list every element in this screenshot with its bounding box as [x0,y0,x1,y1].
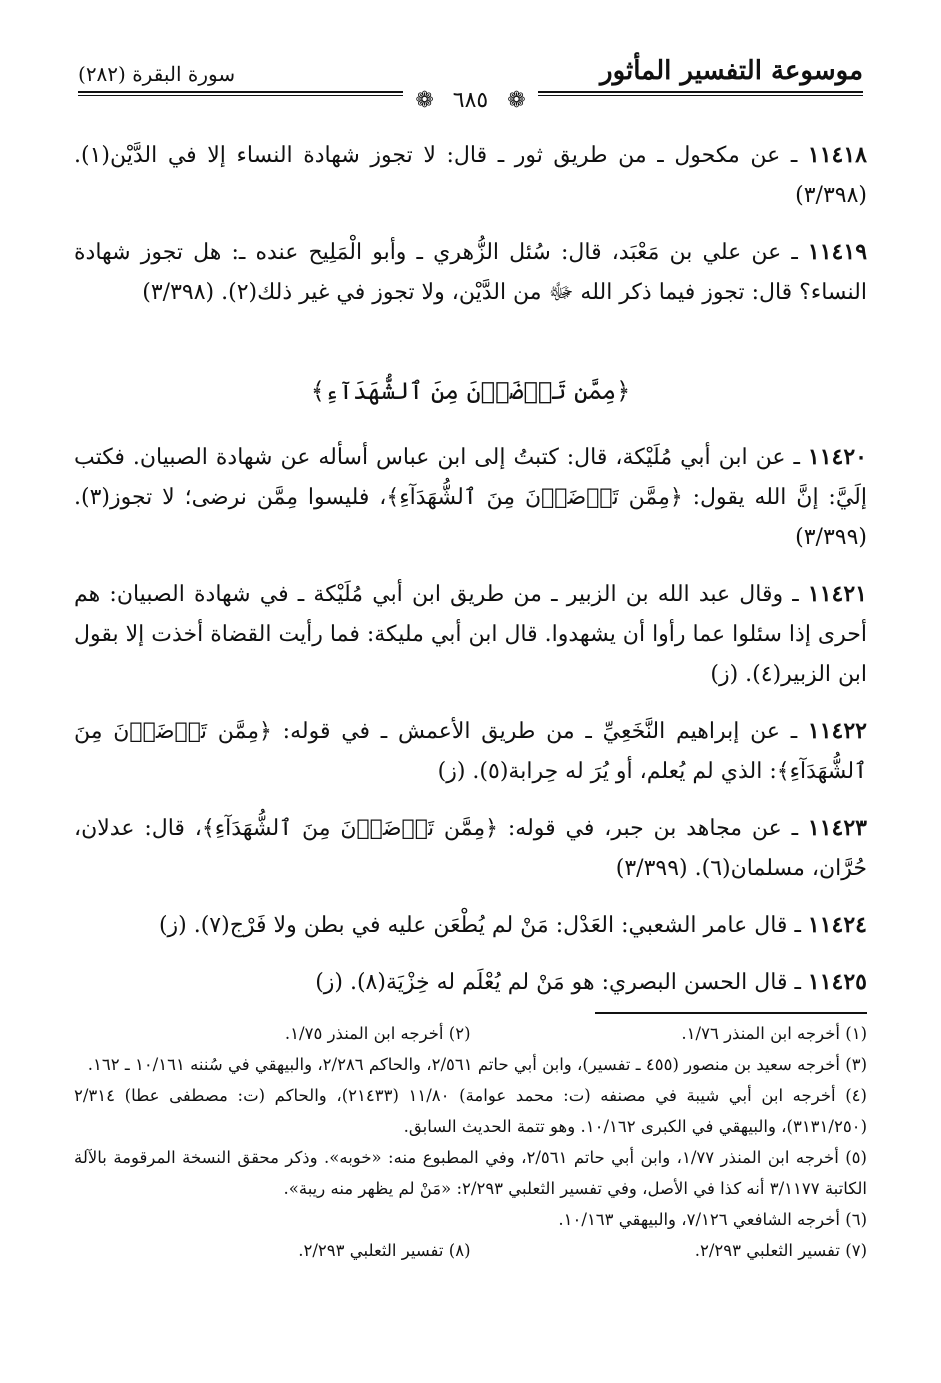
footnote-8: (٨) تفسير الثعلبي ٢/٢٩٣. [298,1241,471,1260]
hadith-entry [74,905,867,946]
book-title: موسوعة التفسير المأثور [600,56,863,86]
footnotes [74,1018,867,1266]
entry-number: ١١٤٢٤ [807,912,867,938]
hadith-entry [74,962,867,1003]
hadith-entry [74,437,867,558]
footnote-row [74,1235,867,1266]
footnote-1: (١) أخرجه ابن المنذر ١/٧٦. [681,1024,867,1043]
footnote-4: (٤) أخرجه ابن أبي شيبة في مصنفه (ت: محمد عوامة) ١١/٨٠ (٢١٤٣٣)، والحاكم (ت: مصطفى عطا) ٢/٣١٤ (٣١٣١/٢٥٠)، والبيهقي في الكبرى ١٠/١٦٢. وهو تتمة الحديث السابق. [74,1086,867,1136]
hadith-entry [74,808,867,889]
footnote-6: (٦) أخرجه الشافعي ٧/١٢٦، والبيهقي ١٠/١٦٣. [558,1210,867,1229]
hadith-entry [74,574,867,695]
entry-text: ـ عن علي بن مَعْبَد، قال: سُئل الزُّهري ـ وأبو الْمَلِيح عنده ـ: هل تجوز شهادة النساء؟ قال: تجوز فيما ذكر الله ﷻ من الدَّيْن، ولا تجوز في غير ذلك(٢). (٣/٣٩٨) [74,240,867,305]
entry-number: ١١٤٢٣ [807,815,867,841]
hadith-entry [74,232,867,313]
footnote-3: (٣) أخرجه سعيد بن منصور (٤٥٥ ـ تفسير)، وابن أبي حاتم ٢/٥٦١، والحاكم ٢/٢٨٦، والبيهقي في سُننه ١٠/١٦١ ـ ١٦٢. [87,1055,867,1074]
entry-number: ١١٤٢١ [807,581,867,607]
entry-number: ١١٤١٨ [807,142,867,168]
entry-text: ـ عن مكحول ـ من طريق ثور ـ قال: لا تجوز شهادة النساء إلا في الدَّيْن(١). (٣/٣٩٨) [74,143,867,208]
entry-text: ـ عن ابن أبي مُلَيْكة، قال: كتبتُ إلى ابن عباس أسأله عن شهادة الصبيان. فكتب إلَيَّ: إنَّ الله يقول: ﴿مِمَّن تَرۡضَوۡنَ مِنَ ٱلشُّهَدَآءِ﴾، فليسوا مِمَّن نرضى؛ لا تجوز(٣). (٣/٣٩٩) [74,445,867,550]
entry-text: ـ وقال عبد الله بن الزبير ـ من طريق ابن أبي مُلَيْكة ـ في شهادة الصبيان: هم أحرى إذا سئلوا عما رأوا أن يشهدوا. قال ابن أبي مليكة: فما رأيت القضاة أخذت إلا بقول ابن الزبير(٤). (ز) [74,582,867,687]
hadith-entry [74,135,867,216]
ornament-icon: ❁ [409,88,439,113]
entry-number: ١١٤٢٠ [807,444,867,470]
entry-number: ١١٤٢٥ [807,969,867,995]
hadith-entry [74,711,867,792]
entry-text: ـ عن إبراهيم النَّخَعِيِّ ـ من طريق الأعمش ـ في قوله: ﴿مِمَّن تَرۡضَوۡنَ مِنَ ٱلشُّهَدَآءِ﴾: الذي لم يُعلم، أو يُرَ له حِرابة(٥). (ز) [74,719,867,784]
footnote-5: (٥) أخرجه ابن المنذر ١/٧٧، وابن أبي حاتم ٢/٥٦١، وفي المطبوع منه: «خوبه». وذكر محقق النسخة المرقومة بالآلة الكاتبة ٣/١١٧٧ أنه كذا في الأصل، وفي تفسير الثعلبي ٢/٢٩٣: «مَنْ لم يظهر منه ريبة». [74,1148,867,1198]
main-text [74,135,867,1019]
page-number: ٦٨٥ [447,88,494,113]
entry-number: ١١٤٢٢ [807,718,867,744]
ornament-icon: ❁ [501,88,531,113]
surah-reference: سورة البقرة (٢٨٢) [78,62,236,86]
entry-number: ١١٤١٩ [807,239,868,265]
entry-text: ـ عن مجاهد بن جبر، في قوله: ﴿مِمَّن تَرۡضَوۡنَ مِنَ ٱلشُّهَدَآءِ﴾، قال: عدلان، حُرَّان، مسلمان(٦). (٣/٣٩٩) [74,816,867,881]
entry-text: ـ قال عامر الشعبي: العَدْل: مَنْ لم يُطْعَن عليه في بطن ولا فَرْج(٧). (ز) [158,913,801,938]
footnote-separator [595,1012,867,1014]
page-header [78,52,863,92]
footnote-2: (٢) أخرجه ابن المنذر ١/٧٥. [284,1024,471,1043]
footnote-row [74,1018,867,1049]
footnote-7: (٧) تفسير الثعلبي ٢/٢٩٣. [694,1241,867,1260]
page-number-row [0,88,941,113]
section-heading: ﴿مِمَّن تَرۡضَوۡنَ مِنَ ٱلشُّهَدَآءِ﴾ [310,377,631,405]
entry-text: ـ قال الحسن البصري: هو مَنْ لم يُعْلَم له خِزْيَة(٨). (ز) [315,970,801,995]
